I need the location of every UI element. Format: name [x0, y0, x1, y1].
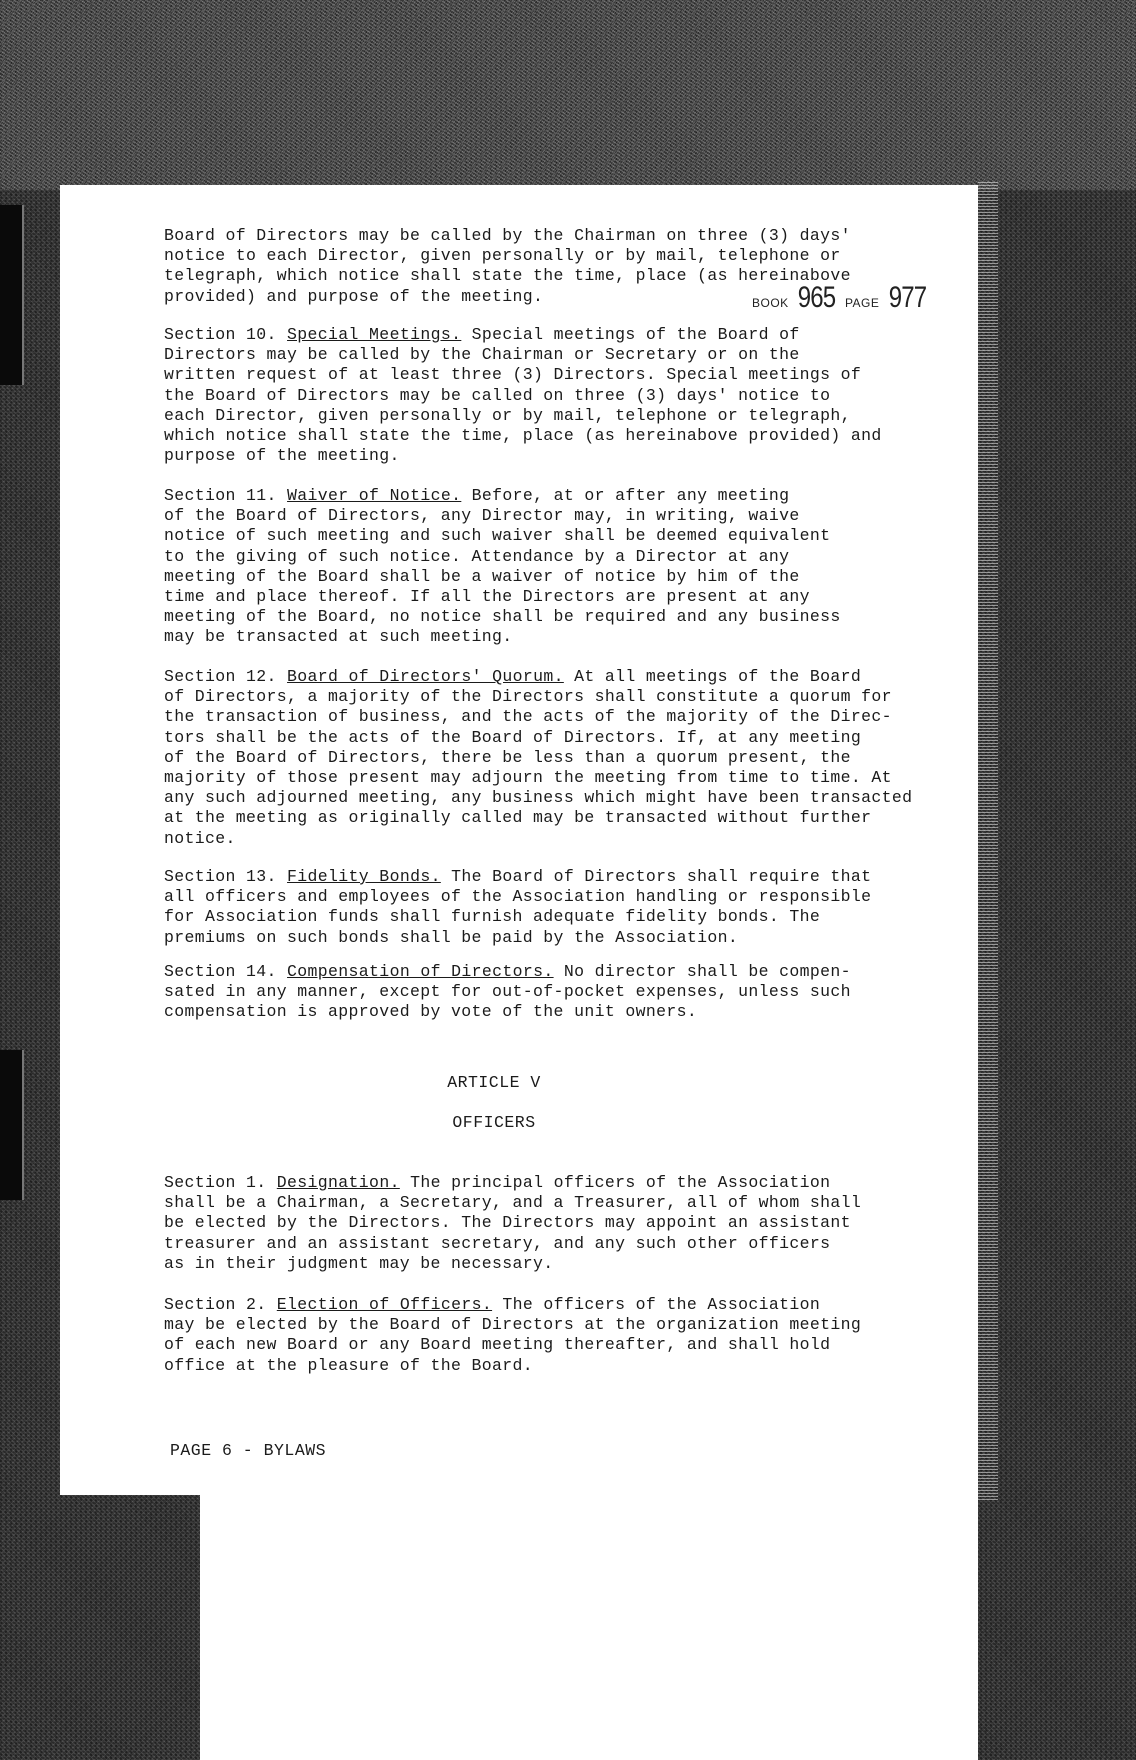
- section-11: [164, 486, 984, 648]
- page-label: PAGE: [844, 296, 880, 310]
- section-label: Section 13.: [164, 867, 277, 886]
- section-heading: Waiver of Notice.: [287, 486, 462, 505]
- article-title: OFFICERS: [452, 1113, 536, 1132]
- section-label: Section 12.: [164, 667, 277, 686]
- section-text: The officers of the Association may be elected by the Board of Directors at the organization meeting of each new Board or any Board meeting thereafter, and shall hold office at the pleasure of the Board.: [164, 1295, 862, 1375]
- section-13: [164, 867, 984, 948]
- section-10: [164, 325, 984, 466]
- section-12: [164, 667, 984, 849]
- section-heading: Fidelity Bonds.: [287, 867, 441, 886]
- section-text: The principal officers of the Association shall be a Chairman, a Secretary, and a Treasurer, all of whom shall be elected by the Directors. The Directors may appoint an assistant treasurer and an assistant secretary, and any such other officers as in their judgment may be necessary.: [164, 1173, 862, 1273]
- book-label: BOOK: [752, 296, 789, 310]
- section-heading: Compensation of Directors.: [287, 962, 554, 981]
- page-number: 977: [888, 281, 927, 314]
- section-text: Before, at or after any meeting of the Board of Directors, any Director may, in writing, waive notice of such meeting and such waiver shall be deemed equivalent to the giving of such notice. Attendance by a Director at any meeting of the Board shall be a waiver of notice by him of the time and place thereof. If all the Directors are present at any meeting of the Board, no notice shall be required and any business may be transacted at such meeting.: [164, 486, 841, 647]
- section-14: [164, 962, 984, 1023]
- section-heading: Designation.: [276, 1173, 400, 1192]
- article-number: ARTICLE V: [447, 1073, 541, 1092]
- officers-section-1: [164, 1173, 984, 1274]
- section-heading: Election of Officers.: [276, 1295, 493, 1314]
- section-label: Section 11.: [164, 486, 277, 505]
- section-text: At all meetings of the Board of Directors, a majority of the Directors shall constitute a quorum for the transaction of business, and the acts of the majority of the Direc- tors shall be the acts of the Board of Directors. If, at any meeting of the Board of Directors, there be less than a quorum present, the majority of those present may adjourn the meeting from time to time. At any such adjourned meeting, any business which might have been transacted at the meeting as originally called may be transacted without further notice.: [164, 667, 913, 848]
- book-page-reference: [752, 281, 931, 314]
- section-heading: Board of Directors' Quorum.: [287, 667, 564, 686]
- section-label: Section 10.: [164, 325, 277, 344]
- book-number: 965: [797, 281, 836, 314]
- section-text: The Board of Directors shall require that all officers and employees of the Association handling or responsible for Association funds shall furnish adequate fidelity bonds. The premiums on such bonds shall be paid by the Association.: [164, 867, 872, 947]
- section-text: Special meetings of the Board of Directors may be called by the Chairman or Secretary or on the written request of at least three (3) Directors. Special meetings of the Board of Directors may be called on three (3) days' notice to each Director, given personally or by mail, telephone or telegraph, which notice shall state the time, place (as hereinabove provided) and purpose of the meeting.: [164, 325, 882, 466]
- page-footer: PAGE 6 - BYLAWS: [170, 1441, 327, 1460]
- section-text: No director shall be compen- sated in any manner, except for out-of-pocket expenses, unless such compensation is approved by vote of the unit owners.: [164, 962, 851, 1022]
- section-label: Section 14.: [164, 962, 277, 981]
- continuation-paragraph: Board of Directors may be called by the Chairman on three (3) days' notice to each Director, given personally or by mail, telephone or telegraph, which notice shall state the time, place (as hereinabove provided) and purpose of the meeting.: [164, 226, 851, 306]
- officers-section-2: [164, 1295, 984, 1376]
- section-label: Section 1.: [164, 1173, 267, 1192]
- section-label: Section 2.: [164, 1295, 267, 1314]
- section-heading: Special Meetings.: [287, 325, 462, 344]
